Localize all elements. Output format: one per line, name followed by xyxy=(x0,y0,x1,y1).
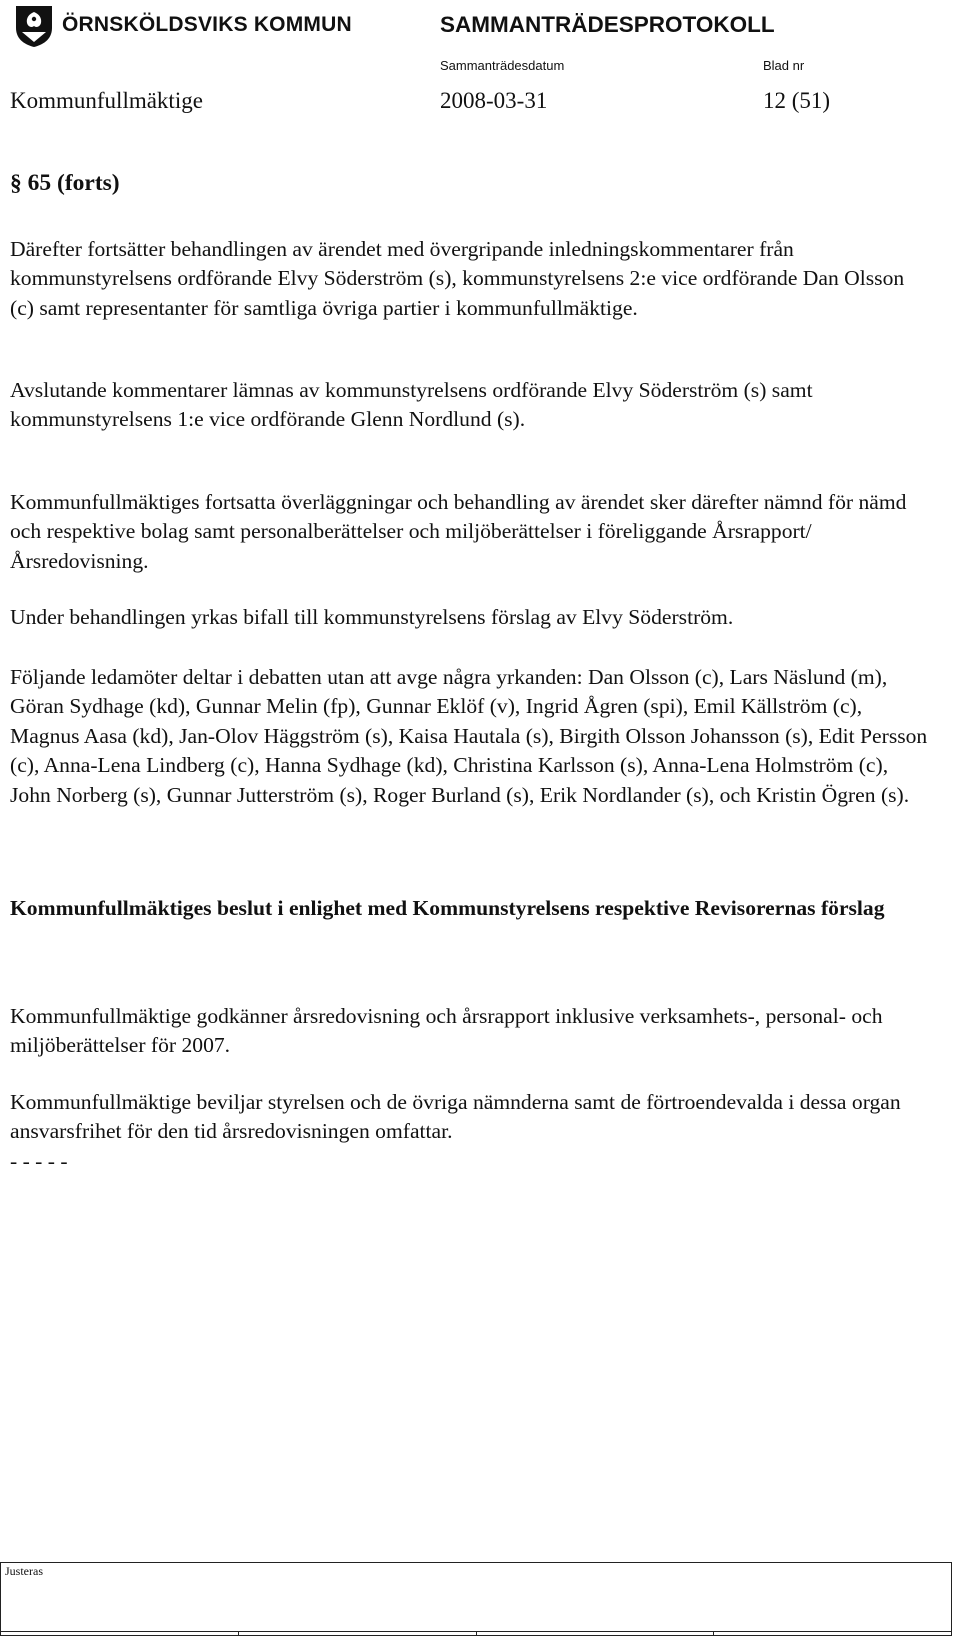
document-type: SAMMANTRÄDESPROTOKOLL xyxy=(440,12,775,37)
decision-heading: Kommunfullmäktiges beslut i enlighet med Kommunstyrelsens respektive Revisorernas förslag xyxy=(10,896,885,920)
signature-table xyxy=(0,1562,952,1636)
paragraph-intro: Därefter fortsätter behandlingen av ärendet med övergripande inledningskommentarer från kommunstyrelsens ordförande Elvy Söderström (s), kommunstyrelsens 2:e vice ordförande Dan Olsson (c) samt representanter för samtliga övriga partier i kommunfullmäktige. xyxy=(10,237,905,320)
decision-approval: Kommunfullmäktige godkänner årsredovisning och årsrapport inklusive verksamhets-, personal- och miljöberättelser för 2007. xyxy=(10,1004,883,1058)
meeting-date: 2008-03-31 xyxy=(440,88,548,113)
signature-cell xyxy=(1,1631,239,1635)
paragraph-deliberations: Kommunfullmäktiges fortsatta överläggningar och behandling av ärendet sker därefter nämnd för nämd och respektive bolag samt personalberättelser och miljöberättelser i föreliggande Årsrapport/Årsredovisning. xyxy=(10,490,907,573)
decision-discharge: Kommunfullmäktige beviljar styrelsen och de övriga nämnderna samt de förtroendevalda i dessa organ ansvarsfrihet för den tid årsredovisningen omfattar. xyxy=(10,1090,901,1144)
organization-name: ÖRNSKÖLDSVIKS KOMMUN xyxy=(62,13,352,36)
date-label: Sammanträdesdatum xyxy=(440,58,565,73)
municipal-crest-icon xyxy=(14,4,54,48)
paragraph-closing-comments: Avslutande kommentarer lämnas av kommunstyrelsens ordförande Elvy Söderström (s) samt kommunstyrelsens 1:e vice ordförande Glenn Nordlund (s). xyxy=(10,378,813,432)
assembly-name: Kommunfullmäktige xyxy=(10,88,203,113)
end-marker: - - - - - xyxy=(10,1149,68,1173)
section-title: § 65 (forts) xyxy=(10,170,120,196)
justeras-label: Justeras xyxy=(5,1564,43,1578)
signature-cell xyxy=(238,1631,476,1635)
logo xyxy=(14,4,352,48)
paragraph-motion: Under behandlingen yrkas bifall till kommunstyrelsens förslag av Elvy Söderström. xyxy=(10,605,734,629)
signature-cell xyxy=(476,1631,714,1635)
page-number: 12 (51) xyxy=(763,88,831,113)
signature-cell xyxy=(714,1631,952,1635)
page-label: Blad nr xyxy=(763,58,805,73)
signature-label-cell xyxy=(1,1563,952,1632)
paragraph-debaters: Följande ledamöter deltar i debatten utan att avge några yrkanden: Dan Olsson (c), Lars Näslund (m), Göran Sydhage (kd), Gunnar Melin (fp), Gunnar Eklöf (v), Ingrid Ågren (spi), Emil Källström (c), Magnus Aasa (kd), Jan-Olov Häggström (s), Kaisa Hautala (s), Birgith Olsson Johansson (s), Edit Persson (c), Anna-Lena Lindberg (c), Hanna Sydhage (kd), Christina Karlsson (s), Anna-Lena Holmström (c), John Norberg (s), Gunnar Jutterström (s), Roger Burland (s), Erik Nordlander (s), och Kristin Ögren (s). xyxy=(10,665,928,807)
